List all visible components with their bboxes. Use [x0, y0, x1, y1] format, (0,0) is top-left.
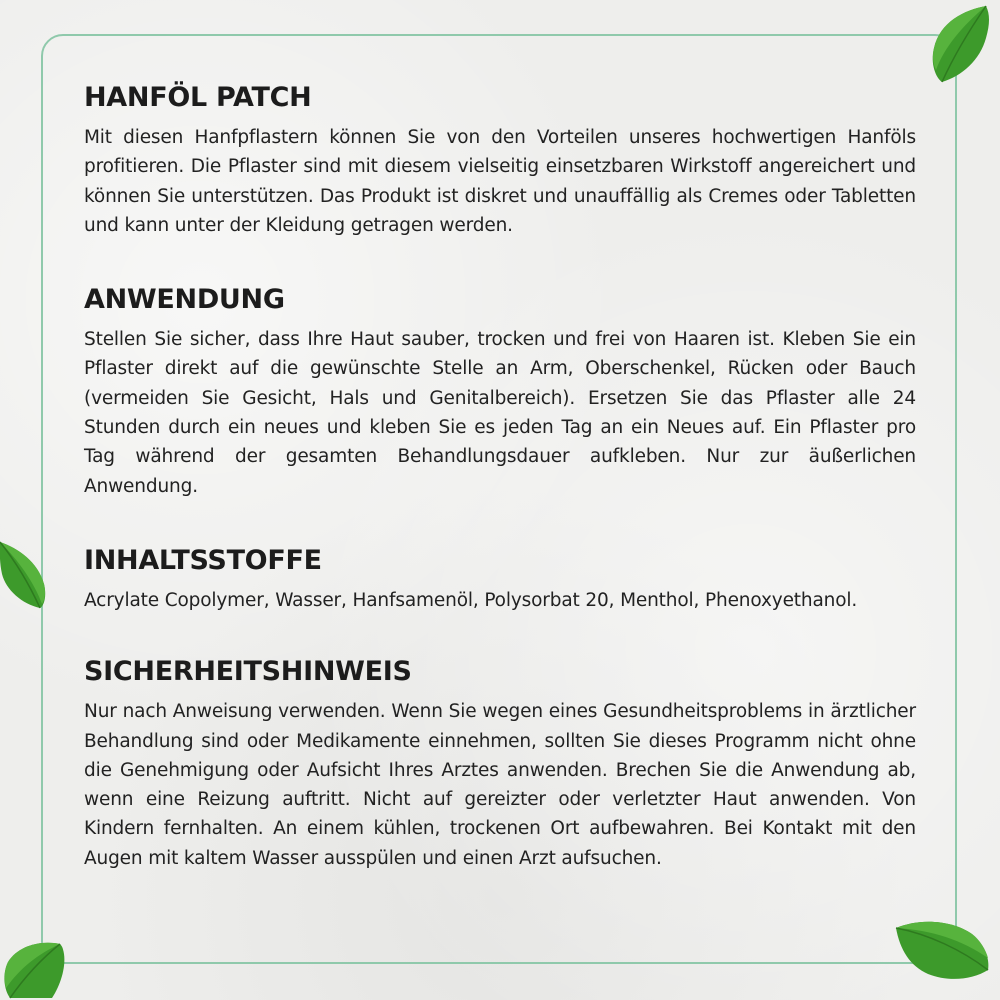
leaf-icon-left — [0, 538, 48, 610]
section-text: Nur nach Anweisung verwenden. Wenn Sie wegen eines Gesundheitsproblems in ärztlicher Behandlung sind oder Medikamente einnehmen, sollten Sie dieses Programm nicht ohne die Genehmigung oder Aufsicht Ihres Arztes anwenden. Brechen Sie die Anwendung ab, wenn eine Reizung auftritt. Nicht auf gereizter oder verletzter Haut anwenden. Von Kindern fernhalten. An einem kühlen, trockenen Ort aufbewahren. Bei Kontakt mit den Augen mit kaltem Wasser ausspülen und einen Arzt aufsuchen. — [84, 701, 916, 869]
section-title: HANFÖL PATCH — [84, 82, 312, 113]
section-hanfoel-patch — [84, 78, 916, 240]
leaf-icon-top-right — [924, 2, 994, 84]
section-text: Mit diesen Hanfpflastern können Sie von den Vorteilen unseres hochwertigen Hanföls profitieren. Die Pflaster sind mit diesem vielseitig einsetzbaren Wirkstoff angereichert und können Sie unterstützen. Das Produkt ist diskret und unauffällig als Cremes oder Tabletten und kann unter der Kleidung getragen werden. — [84, 127, 916, 236]
section-title: SICHERHEITSHINWEIS — [84, 656, 412, 688]
leaf-icon-bottom-left — [0, 938, 66, 1000]
section-anwendung — [84, 280, 916, 501]
product-info — [84, 78, 916, 873]
section-text: Stellen Sie sicher, dass Ihre Haut sauber, trocken und frei von Haaren ist. Kleben Sie ein Pflaster direkt auf die gewünschte Stelle an Arm, Oberschenkel, Rücken oder Bauch (vermeiden Sie Gesicht, Hals und Genitalbereich). Ersetzen Sie das Pflaster alle 24 Stunden durch ein neues und kleben Sie es jeden Tag an ein Neues auf. Ein Pflaster pro Tag während der gesamten Behandlungsdauer aufkleben. Nur zur äußerlichen Anwendung. — [84, 329, 916, 497]
section-title: ANWENDUNG — [84, 284, 285, 316]
leaf-icon-bottom-right — [892, 918, 992, 984]
section-text: Acrylate Copolymer, Wasser, Hanfsamenöl, Polysorbat 20, Menthol, Phenoxyethanol. — [84, 589, 858, 611]
section-inhaltsstoffe — [84, 541, 916, 615]
section-title: INHALTSSTOFFE — [84, 544, 322, 576]
section-sicherheitshinweis — [84, 652, 916, 873]
